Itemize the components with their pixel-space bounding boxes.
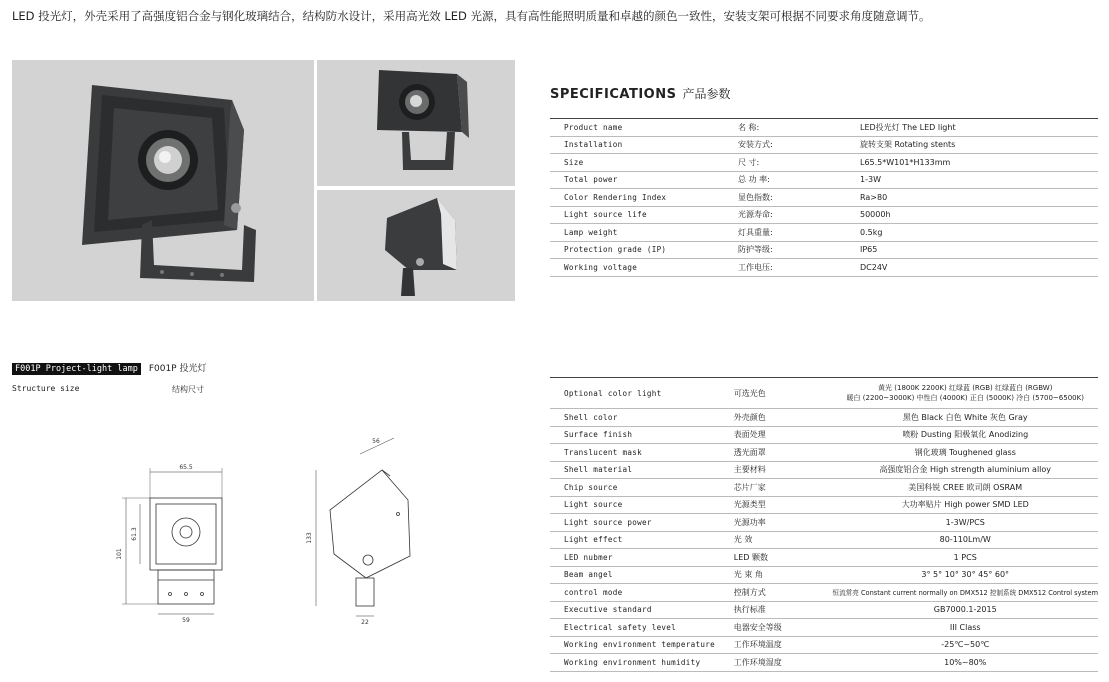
specifications-title-en: SPECIFICATIONS — [550, 87, 677, 102]
spec-label-zh: 灯具重量: — [738, 224, 846, 242]
table-row — [550, 566, 1098, 584]
option-value: GB7000.1-2015 — [832, 601, 1098, 619]
option-value: 大功率贴片 High power SMD LED — [832, 496, 1098, 514]
specifications-table — [550, 118, 1098, 277]
table-row — [550, 409, 1098, 427]
spec-value: 50000h — [846, 206, 1098, 224]
structure-size-label-en: Structure size — [12, 384, 80, 393]
dim-width-top: 65.5 — [179, 464, 193, 471]
dim-inner-height: 61.3 — [131, 527, 138, 541]
specifications-title-zh: 产品参数 — [682, 87, 731, 101]
table-row — [550, 224, 1098, 242]
product-photo-main — [12, 60, 314, 301]
spec-label-en: Color Rendering Index — [550, 189, 738, 207]
option-value-line: 暖白 (2200~3000K) 中性白 (4000K) 正白 (5000K) 冷白 (5700~6500K) — [846, 394, 1084, 402]
spec-label-en: Size — [550, 154, 738, 172]
option-label-en: Beam angel — [550, 566, 734, 584]
option-label-en: Shell material — [550, 461, 734, 479]
table-row — [550, 136, 1098, 154]
option-label-zh: 主要材料 — [734, 461, 833, 479]
spec-label-zh: 总 功 率: — [738, 171, 846, 189]
spec-value: 旋转支架 Rotating stents — [846, 136, 1098, 154]
spec-value: L65.5*W101*H133mm — [846, 154, 1098, 172]
spec-label-en: Working voltage — [550, 259, 738, 277]
spec-value: Ra>80 — [846, 189, 1098, 207]
option-value: 钢化玻璃 Toughened glass — [832, 444, 1098, 462]
option-label-zh: 光 效 — [734, 531, 833, 549]
dim-bottom-width: 59 — [182, 617, 190, 624]
option-label-zh: 控制方式 — [734, 584, 833, 602]
spec-value: 0.5kg — [846, 224, 1098, 242]
spec-label-en: Lamp weight — [550, 224, 738, 242]
option-label-zh: 执行标准 — [734, 601, 833, 619]
intro-text: LED 投光灯，外壳采用了高强度铝合金与钢化玻璃结合，结构防水设计，采用高光效 LED 光源，具有高性能照明质量和卓越的颜色一致性，安装支架可根据不同要求角度随意调节。 — [12, 9, 931, 23]
option-value: 3° 5° 10° 30° 45° 60° — [832, 566, 1098, 584]
option-value — [832, 378, 1098, 409]
table-row — [550, 206, 1098, 224]
table-row — [550, 636, 1098, 654]
spec-value: DC24V — [846, 259, 1098, 277]
table-row — [550, 531, 1098, 549]
option-value: 高强度铝合金 High strength aluminium alloy — [832, 461, 1098, 479]
option-label-en: Electrical safety level — [550, 619, 734, 637]
spec-label-zh: 安装方式: — [738, 136, 846, 154]
spec-label-en: Protection grade (IP) — [550, 241, 738, 259]
table-row — [550, 171, 1098, 189]
dim-side-height: 133 — [306, 532, 313, 544]
option-label-en: Surface finish — [550, 426, 734, 444]
technical-drawing — [90, 430, 420, 630]
dim-height-left: 101 — [116, 548, 123, 560]
table-row — [550, 189, 1098, 207]
option-value: 喷粉 Dusting 阳极氧化 Anodizing — [832, 426, 1098, 444]
option-label-zh: 可选光色 — [734, 378, 833, 409]
table-row — [550, 496, 1098, 514]
spec-label-zh: 名 称: — [738, 119, 846, 137]
option-label-en: Working environment temperature — [550, 636, 734, 654]
product-photo-side — [317, 190, 515, 301]
spec-value: 1-3W — [846, 171, 1098, 189]
floodlight-tilted-image — [317, 60, 515, 186]
option-label-zh: 光源类型 — [734, 496, 833, 514]
option-label-zh: 光 束 角 — [734, 566, 833, 584]
table-row — [550, 584, 1098, 602]
options-table — [550, 377, 1098, 672]
dim-side-bottom: 22 — [361, 619, 369, 626]
floodlight-side-image — [317, 190, 515, 301]
table-row — [550, 514, 1098, 532]
option-label-en: LED nubmer — [550, 549, 734, 567]
spec-label-en: Total power — [550, 171, 738, 189]
spec-label-en: Installation — [550, 136, 738, 154]
dim-side-top: 56 — [372, 438, 380, 445]
spec-value: LED投光灯 The LED light — [846, 119, 1098, 137]
option-label-zh: 电器安全等级 — [734, 619, 833, 637]
spec-label-zh: 工作电压: — [738, 259, 846, 277]
table-row — [550, 619, 1098, 637]
option-value: 美国科锐 CREE 欧司朗 OSRAM — [832, 479, 1098, 497]
option-label-zh: 光源功率 — [734, 514, 833, 532]
option-label-en: Working environment humidity — [550, 654, 734, 672]
structure-size-label-zh: 结构尺寸 — [172, 385, 204, 394]
spec-label-zh: 防护等级: — [738, 241, 846, 259]
option-value: 1 PCS — [832, 549, 1098, 567]
option-value: 1-3W/PCS — [832, 514, 1098, 532]
option-label-zh: 工作环境湿度 — [734, 654, 833, 672]
table-row — [550, 241, 1098, 259]
table-row — [550, 378, 1098, 409]
product-photo-top — [317, 60, 515, 186]
option-value-line: 黄光 (1800K 2200K) 红绿蓝 (RGB) 红绿蓝白 (RGBW) — [878, 384, 1053, 392]
table-row — [550, 119, 1098, 137]
option-value: 10%~80% — [832, 654, 1098, 672]
model-tag: F001P Project-light lamp — [12, 363, 141, 375]
table-row — [550, 549, 1098, 567]
model-heading — [12, 361, 206, 374]
option-value: III Class — [832, 619, 1098, 637]
spec-value: IP65 — [846, 241, 1098, 259]
table-row — [550, 259, 1098, 277]
option-label-en: Light effect — [550, 531, 734, 549]
option-label-zh: 表面处理 — [734, 426, 833, 444]
option-label-zh: 外壳颜色 — [734, 409, 833, 427]
option-label-en: Light source power — [550, 514, 734, 532]
table-row — [550, 654, 1098, 672]
option-label-en: Translucent mask — [550, 444, 734, 462]
option-label-en: Shell color — [550, 409, 734, 427]
floodlight-front-image — [12, 60, 314, 301]
dimension-drawing — [90, 430, 420, 630]
option-value: 80-110Lm/W — [832, 531, 1098, 549]
table-row — [550, 444, 1098, 462]
option-label-en: control mode — [550, 584, 734, 602]
option-value: -25℃~50℃ — [832, 636, 1098, 654]
table-row — [550, 154, 1098, 172]
option-label-en: Light source — [550, 496, 734, 514]
table-row — [550, 601, 1098, 619]
option-label-en: Chip source — [550, 479, 734, 497]
option-label-zh: 工作环境温度 — [734, 636, 833, 654]
specifications-title — [550, 83, 730, 102]
spec-label-zh: 尺 寸: — [738, 154, 846, 172]
option-label-en: Optional color light — [550, 378, 734, 409]
option-label-zh: 芯片厂家 — [734, 479, 833, 497]
table-row — [550, 461, 1098, 479]
option-value: 恒流常亮 Constant current normally on DMX512 控制系统 DMX512 Control system — [832, 584, 1098, 602]
spec-label-zh: 显色指数: — [738, 189, 846, 207]
option-label-zh: LED 颗数 — [734, 549, 833, 567]
spec-label-en: Product name — [550, 119, 738, 137]
option-value: 黑色 Black 白色 White 灰色 Gray — [832, 409, 1098, 427]
option-label-zh: 透光面罩 — [734, 444, 833, 462]
model-name-zh: F001P 投光灯 — [148, 364, 207, 374]
table-row — [550, 426, 1098, 444]
option-label-en: Executive standard — [550, 601, 734, 619]
table-row — [550, 479, 1098, 497]
spec-label-en: Light source life — [550, 206, 738, 224]
spec-label-zh: 光源寿命: — [738, 206, 846, 224]
